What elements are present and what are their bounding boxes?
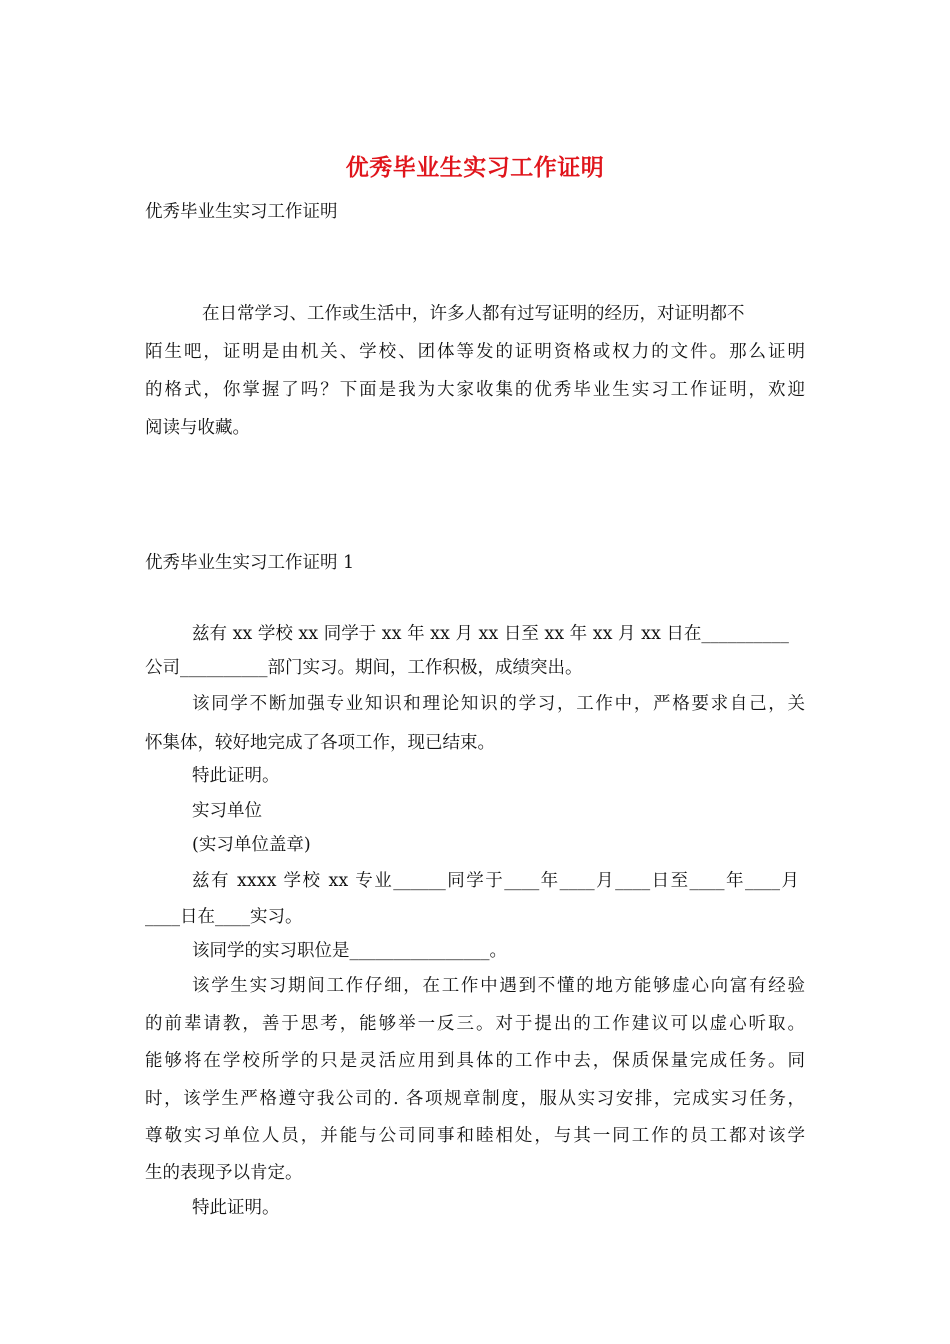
body-line: 公司__________部门实习。期间，工作积极，成绩突出。: [145, 658, 583, 678]
body-line: 的前辈请教，善于思考，能够举一反三。对于提出的工作建议可以虚心听取。: [145, 1014, 805, 1034]
body-line: 该同学不断加强专业知识和理论知识的学习，工作中，严格要求自己，关: [192, 694, 805, 714]
body-line: 能够将在学校所学的只是灵活应用到具体的工作中去，保质保量完成任务。同: [145, 1051, 805, 1071]
body-line: 生的表现予以肯定。: [145, 1163, 303, 1183]
body-line: 特此证明。: [192, 766, 280, 786]
body-line: 兹有 xxxx 学校 xx 专业______同学于____年____月____日至____年____月: [192, 871, 799, 891]
intro-line: 陌生吧，证明是由机关、学校、团体等发的证明资格或权力的文件。那么证明: [145, 342, 805, 362]
body-line: ____日在____实习。: [145, 907, 303, 927]
body-line: 实习单位: [192, 801, 262, 821]
document-title: 优秀毕业生实习工作证明: [345, 154, 605, 181]
body-line: 怀集体，较好地完成了各项工作，现已结束。: [145, 733, 495, 753]
body-line: 时，该学生严格遵守我公司的. 各项规章制度，服从实习安排，完成实习任务，: [145, 1089, 805, 1109]
document-subtitle: 优秀毕业生实习工作证明: [145, 202, 338, 222]
intro-line: 阅读与收藏。: [145, 418, 250, 438]
body-line: 尊敬实习单位人员，并能与公司同事和睦相处，与其一同工作的员工都对该学: [145, 1126, 805, 1146]
body-line: 特此证明。: [192, 1198, 280, 1218]
body-line: (实习单位盖章): [192, 835, 311, 855]
intro-line: 在日常学习、工作或生活中，许多人都有过写证明的经历，对证明都不: [202, 304, 745, 324]
intro-line: 的格式，你掌握了吗？下面是我为大家收集的优秀毕业生实习工作证明，欢迎: [145, 380, 805, 400]
section-heading: 优秀毕业生实习工作证明 1: [145, 553, 355, 573]
body-line: 兹有 xx 学校 xx 同学于 xx 年 xx 月 xx 日至 xx 年 xx 月 xx 日在__________: [192, 624, 789, 644]
body-line: 该学生实习期间工作仔细，在工作中遇到不懂的地方能够虚心向富有经验: [192, 976, 805, 996]
body-line: 该同学的实习职位是________________。: [192, 941, 507, 961]
